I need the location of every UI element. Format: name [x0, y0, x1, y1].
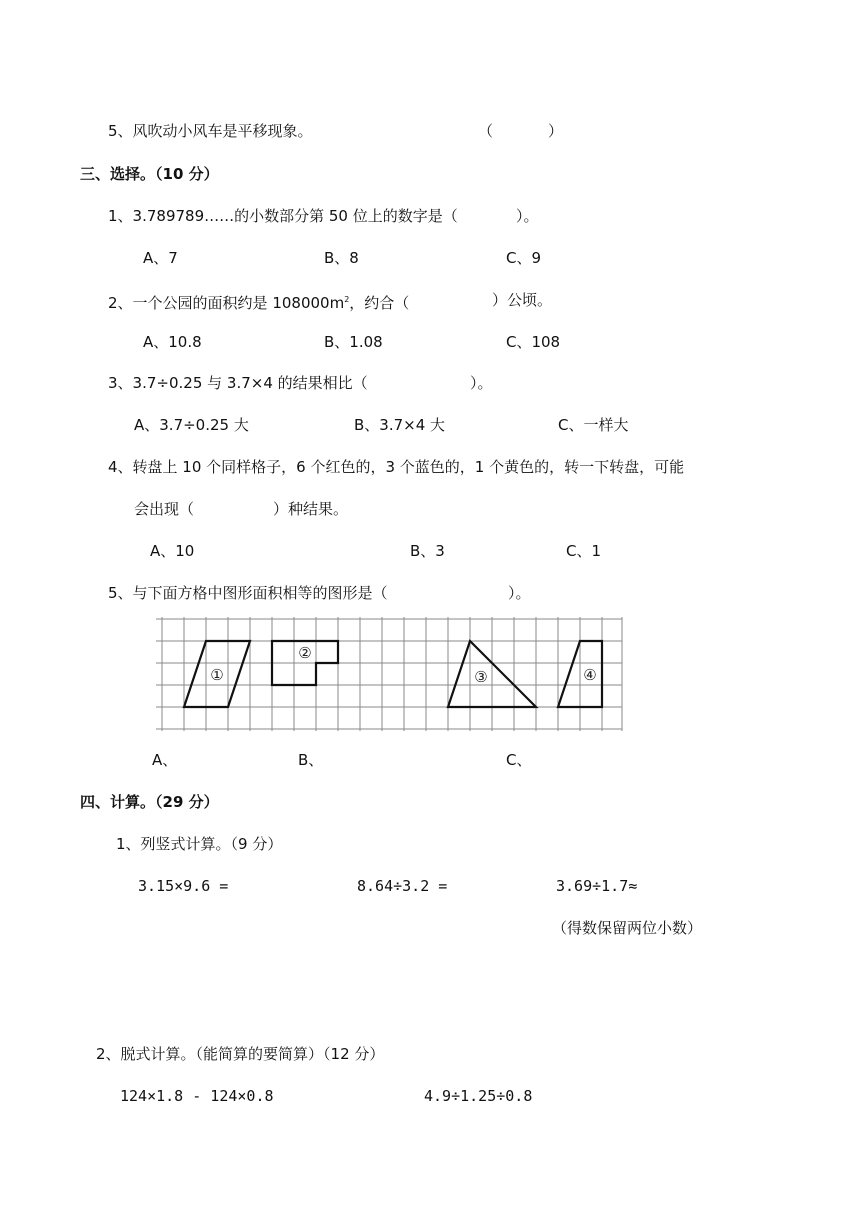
option-c: C、 — [506, 751, 532, 769]
calc-item-3: 3.69÷1.7≈ — [556, 877, 638, 895]
option-c: C、1 — [566, 542, 602, 560]
tf-item-5: 5、风吹动小风车是平移现象。 — [108, 122, 313, 140]
calc-item-4: 124×1.8 - 124×0.8 — [120, 1087, 274, 1105]
option-b: B、3 — [410, 542, 445, 560]
area-grid-figure — [156, 617, 624, 737]
question-3-2-tail: ）公顷。 — [492, 291, 553, 309]
question-3-4-line-1: 4、转盘上 10 个同样格子，6 个红色的，3 个蓝色的，1 个黄色的，转一下转盘，可能 — [108, 458, 685, 476]
calc-item-2: 8.64÷3.2 = — [357, 877, 448, 895]
superscript-2: 2 — [344, 295, 350, 304]
answer-paren-open: （ — [478, 122, 494, 140]
section-4-title: 四、计算。（29 分） — [80, 793, 219, 811]
question-3-2-text-b: ，约合（ — [349, 294, 410, 312]
shape-1-label: ① — [210, 666, 224, 684]
option-c: C、一样大 — [558, 416, 629, 434]
option-a: A、10 — [150, 542, 195, 560]
question-3-3-tail: ）。 — [470, 374, 493, 392]
question-3-1: 1、3.789789……的小数部分第 50 位上的数字是（ — [108, 207, 458, 225]
question-3-5-tail: ）。 — [508, 584, 531, 602]
grid-lines — [156, 617, 622, 731]
shape-4-label: ④ — [583, 666, 597, 684]
question-3-5: 5、与下面方格中图形面积相等的图形是（ — [108, 584, 388, 602]
option-a: A、10.8 — [143, 333, 202, 351]
rounding-note: （得数保留两位小数） — [552, 919, 703, 937]
calc-item-5: 4.9÷1.25÷0.8 — [424, 1087, 533, 1105]
option-c: C、9 — [506, 249, 542, 267]
shape-3-label: ③ — [474, 668, 488, 686]
section-3-title: 三、选择。（10 分） — [80, 165, 219, 183]
option-a: A、 — [152, 751, 178, 769]
question-3-2 — [108, 290, 409, 313]
option-b: B、 — [298, 751, 324, 769]
question-3-4-line-2: 会出现（ — [134, 500, 195, 518]
option-a: A、7 — [143, 249, 178, 267]
option-c: C、108 — [506, 333, 561, 351]
answer-paren-close: ） — [548, 122, 564, 140]
option-a: A、3.7÷0.25 大 — [134, 416, 249, 434]
option-b: B、8 — [324, 249, 359, 267]
question-3-1-tail: ）。 — [516, 207, 539, 225]
part-2-title: 2、脱式计算。（能简算的要简算）（12 分） — [96, 1045, 385, 1063]
option-b: B、3.7×4 大 — [354, 416, 446, 434]
question-3-4-line-2-tail: ）种结果。 — [273, 500, 349, 518]
part-1-title: 1、列竖式计算。（9 分） — [116, 835, 283, 853]
question-3-2-text: 2、一个公园的面积约是 108000m — [108, 294, 345, 312]
option-b: B、1.08 — [324, 333, 383, 351]
question-3-3: 3、3.7÷0.25 与 3.7×4 的结果相比（ — [108, 374, 368, 392]
shape-2-label: ② — [298, 644, 312, 662]
calc-item-1: 3.15×9.6 = — [138, 877, 229, 895]
